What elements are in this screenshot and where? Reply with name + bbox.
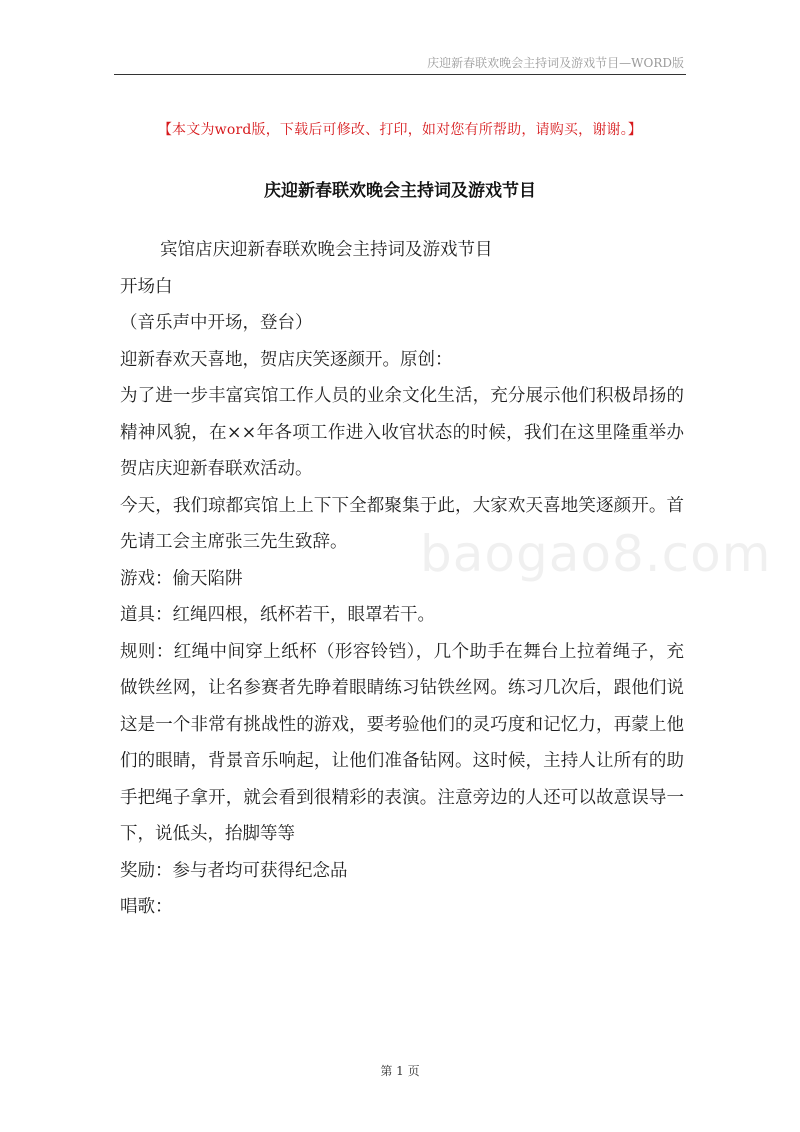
paragraph-rules: 规则：红绳中间穿上纸杯（形容铃铛），几个助手在舞台上拉着绳子，充做铁丝网，让名参赛者先睁着眼睛练习钻铁丝网。练习几次后，跟他们说这是一个非常有挑战性的游戏，要考验他们的灵巧度和记忆力，再蒙上他们的眼睛，背景音乐响起，让他们准备钻网。这时候，主持人让所有的助手把绳子拿开，就会看到很精彩的表演。注意旁边的人还可以故意误导一下，说低头，抬脚等等 [120, 641, 684, 844]
paragraph-subtitle: 宾馆店庆迎新春联欢晚会主持词及游戏节目 [160, 240, 493, 260]
document-body [120, 232, 684, 926]
running-header: 庆迎新春联欢晚会主持词及游戏节目—WORD版 [427, 56, 684, 70]
paragraph-reward: 奖励：参与者均可获得纪念品 [120, 860, 348, 881]
paragraph-props: 道具：红绳四根，纸杯若干，眼罩若干。 [120, 605, 435, 625]
purchase-notice: 【本文为word版，下载后可修改、打印，如对您有所帮助，请购买，谢谢。】 [157, 122, 643, 138]
document-title: 庆迎新春联欢晚会主持词及游戏节目 [264, 181, 536, 201]
header-divider [114, 74, 686, 75]
paragraph-purpose: 为了进一步丰富宾馆工作人员的业余文化生活，充分展示他们积极昂扬的精神风貌，在××年各项工作进入收官状态的时候，我们在这里隆重举办贺店庆迎新春联欢活动。 [120, 386, 684, 479]
site-watermark: baogao8.com [420, 525, 772, 583]
paragraph-greeting: 迎新春欢天喜地，贺店庆笑逐颜开。原创： [120, 349, 453, 370]
paragraph-welcome: 今天，我们琼都宾馆上上下下全都聚集于此，大家欢天喜地笑逐颜开。首先请工会主席张三先生致辞。 [120, 495, 684, 552]
page-number: 第 1 页 [380, 1064, 420, 1078]
paragraph-opening-heading: 开场白 [120, 276, 173, 297]
paragraph-singing: 唱歌： [120, 897, 173, 917]
paragraph-game-name: 游戏：偷天陷阱 [120, 568, 243, 589]
paragraph-stage-direction: （音乐声中开场，登台） [120, 313, 313, 333]
